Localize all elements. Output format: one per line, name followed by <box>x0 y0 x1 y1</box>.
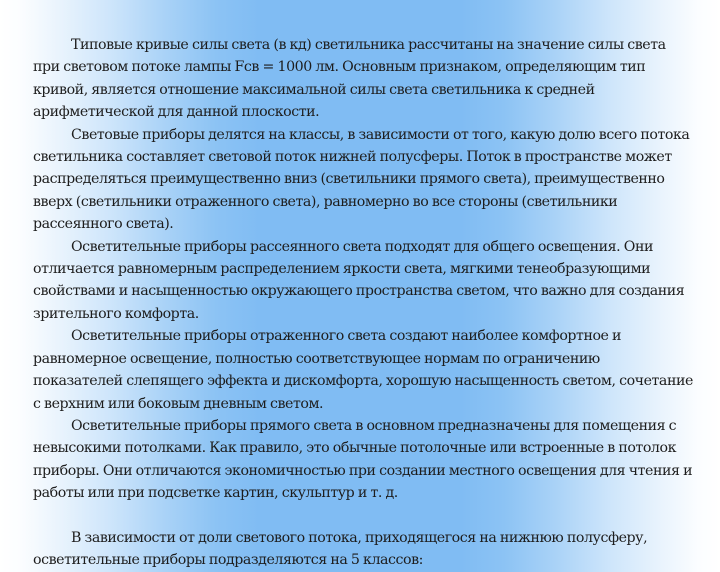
paragraph-light-intensity-curves: Типовые кривые силы света (в кд) светильника рассчитаны на значение силы света при световом потоке лампы Fсв = 1000 лм. Основным признаком, определяющим тип кривой, является отношение максимальной силы света светильника к средней арифметической для данной плоскости. <box>33 37 666 121</box>
paragraph-luminaire-classes: Световые приборы делятся на классы, в зависимости от того, какую долю всего потока светильника составляет световой поток нижней полусферы. Поток в пространстве может распределяться преимущественно вниз (светильники прямого света), преимущественно вверх (светильники отраженного света), равномерно во все стороны (светильники рассеянного света). <box>33 126 690 233</box>
paragraph-diffused-light: Осветительные приборы рассеянного света подходят для общего освещения. Они отличается равномерным распределением яркости света, мягкими тенеобразующими свойствами и насыщенностью окружающего пространства светом, что важно для создания зрительного комфорта. <box>33 238 685 322</box>
paragraph-five-classes: В зависимости от доли светового потока, приходящегося на нижнюю полусферу, осветительные приборы подразделяются на 5 классов: <box>33 529 648 569</box>
paragraph-direct-light: Осветительные приборы прямого света в основном предназначены для помещения с невысокими потолками. Как правило, это обычные потолочные или встроенные в потолок приборы. Они отличаются экономичностью при создании местного освещения для чтения и работы или при подсветке картин, скульптур и т. д. <box>33 417 693 502</box>
body-text <box>33 34 693 572</box>
paragraph-reflected-light: Осветительные приборы отраженного света создают наиболее комфортное и равномерное освещение, полностью соответствующее нормам по ограничению показателей слепящего эффекта и дискомфорта, хорошую насыщенность светом, сочетание с верхним или боковым дневным светом. <box>33 328 693 412</box>
